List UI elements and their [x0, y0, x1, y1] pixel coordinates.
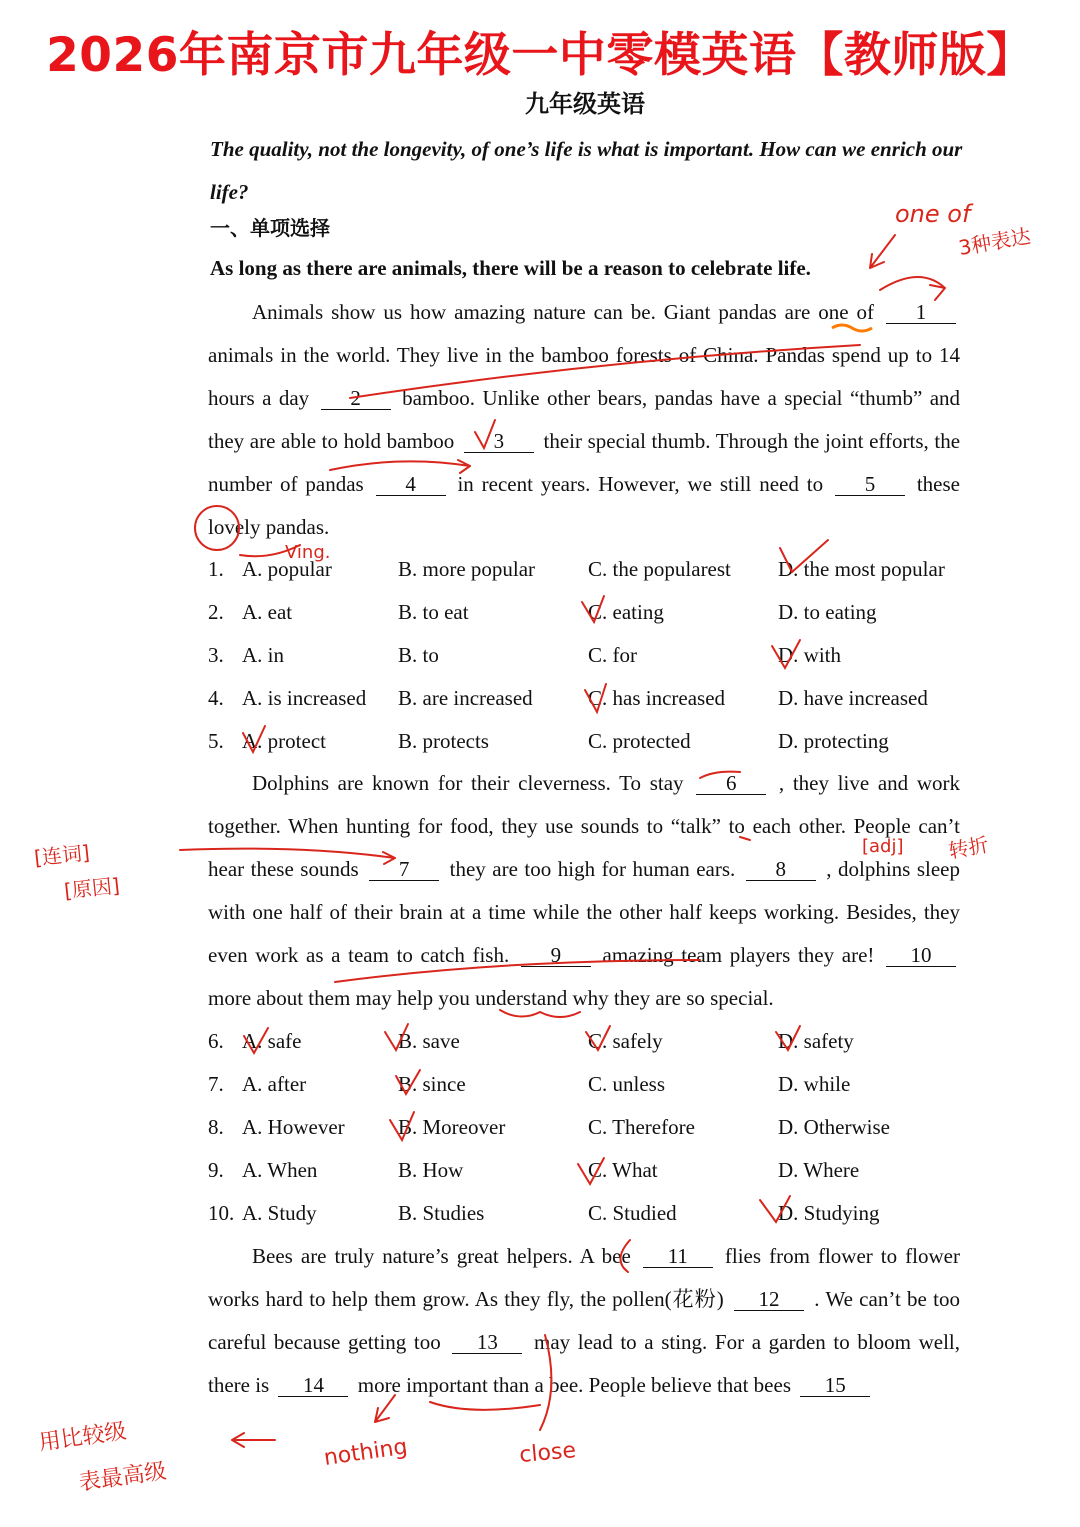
option-a[interactable]: A. is increased — [242, 686, 367, 710]
option-c[interactable]: C. Therefore — [588, 1115, 695, 1139]
option-a[interactable]: A. safe — [242, 1029, 302, 1053]
option-b[interactable]: B. more popular — [398, 557, 536, 581]
option-c[interactable]: C. eating — [588, 600, 664, 624]
blank-9: 9 — [521, 944, 591, 967]
option-d[interactable]: D. protecting — [778, 729, 889, 753]
blank-7: 7 — [369, 858, 439, 881]
option-c[interactable]: C. has increased — [588, 686, 726, 710]
option-c[interactable]: C. protected — [588, 729, 691, 753]
passage-text: , dolphins sleep with one half of their brain at a time while the other half keeps working. Besides, they even work as a team to catch fish. — [208, 857, 960, 967]
question-row — [208, 1020, 968, 1063]
option-b[interactable]: B. since — [398, 1072, 466, 1096]
passage-text: in recent years. However, we still need to — [457, 472, 824, 496]
option-b[interactable]: B. to eat — [398, 600, 469, 624]
note-reason: [原因] — [63, 873, 121, 903]
passage-text: Animals show us how amazing nature can be. Giant pandas are one of — [252, 300, 875, 324]
passage-text: flies from flower to flower works hard to help them grow. As they fly, the pollen(花粉) — [208, 1244, 960, 1311]
passage-text: may lead to a sting. For a garden to bloom well, there is — [208, 1330, 961, 1397]
blank-3: 3 — [464, 430, 534, 453]
note-adj: [adj] — [862, 836, 904, 857]
blank-12: 12 — [734, 1288, 804, 1311]
passage-text: more about them may help you understand why they are so special. — [208, 986, 774, 1010]
note-one-of: one of — [895, 200, 971, 228]
blank-10: 10 — [886, 944, 956, 967]
option-b[interactable]: B. to — [398, 643, 439, 667]
option-a[interactable]: A. popular — [242, 557, 332, 581]
blank-6: 6 — [696, 772, 766, 795]
option-d[interactable]: D. with — [778, 643, 841, 667]
passage-text: , they live and work together. When hunting for food, they use sounds to “talk” to each other. People can’t hear these sounds — [208, 771, 961, 881]
passage-text: they are too high for human ears. — [449, 857, 736, 881]
question-group-2 — [208, 1020, 968, 1235]
blank-8: 8 — [746, 858, 816, 881]
passage-text: amazing team players they are! — [602, 943, 875, 967]
passage-text: Bees are truly nature’s great helpers. A bee — [252, 1244, 631, 1268]
option-b[interactable]: B. protects — [398, 729, 489, 753]
blank-5: 5 — [835, 473, 905, 496]
option-a[interactable]: A. in — [242, 643, 284, 667]
option-a[interactable]: A. However — [242, 1115, 345, 1139]
option-d[interactable]: D. to eating — [778, 600, 877, 624]
blank-14: 14 — [278, 1374, 348, 1397]
passage-text: . We can’t be too careful because getting too — [208, 1287, 960, 1354]
option-d[interactable]: D. the most popular — [778, 557, 945, 581]
blank-4: 4 — [376, 473, 446, 496]
question-number: 3. — [208, 643, 224, 667]
question-row — [208, 1149, 968, 1192]
note-three-ways: 3种表达 — [956, 223, 1033, 260]
passage-text: Dolphins are known for their cleverness. To stay — [252, 771, 684, 795]
question-row — [208, 677, 968, 720]
option-b[interactable]: B. How — [398, 1158, 464, 1182]
question-number: 9. — [208, 1158, 224, 1182]
blank-15: 15 — [800, 1374, 870, 1397]
blank-13: 13 — [452, 1331, 522, 1354]
option-a[interactable]: A. When — [242, 1158, 318, 1182]
option-d[interactable]: D. Studying — [778, 1201, 880, 1225]
question-number: 1. — [208, 557, 224, 581]
note-conjunction: [连词] — [33, 840, 91, 870]
note-contrast: 转折 — [946, 832, 991, 863]
option-c[interactable]: C. What — [588, 1158, 658, 1182]
note-superlative: 表最高级 — [77, 1458, 168, 1496]
option-a[interactable]: A. protect — [242, 729, 326, 753]
question-row — [208, 634, 968, 677]
option-d[interactable]: D. safety — [778, 1029, 854, 1053]
question-row — [208, 1106, 968, 1149]
question-number: 6. — [208, 1029, 224, 1053]
passage-pandas — [208, 291, 960, 549]
question-number: 8. — [208, 1115, 224, 1139]
option-c[interactable]: C. Studied — [588, 1201, 677, 1225]
passage-text: bamboo. Unlike other bears, pandas have a special “thumb” and they are able to hold bamboo — [208, 386, 961, 453]
banner-title: 2026年南京市九年级一中零模英语【教师版】 — [46, 28, 1034, 83]
question-group-1 — [208, 548, 968, 763]
passage-dolphins — [208, 762, 960, 1020]
option-d[interactable]: D. have increased — [778, 686, 928, 710]
option-a[interactable]: A. after — [242, 1072, 307, 1096]
passage-bees — [208, 1235, 960, 1407]
option-c[interactable]: C. for — [588, 643, 637, 667]
option-a[interactable]: A. eat — [242, 600, 293, 624]
arrow-stroke — [870, 235, 895, 268]
passage-text: animals in the world. They live in the bamboo forests of China. Pandas spend up to 14 hours a day — [208, 343, 960, 410]
option-d[interactable]: D. Otherwise — [778, 1115, 890, 1139]
question-number: 5. — [208, 729, 224, 753]
section-title: 一、单项选择 — [210, 216, 330, 240]
note-v-ing: Ving. — [285, 542, 331, 563]
passage-text: their special thumb. Through the joint efforts, the number of pandas — [208, 429, 961, 496]
note-comparative: 用比较级 — [37, 1418, 128, 1456]
passage-text: more important than a bee. People believe that bees — [357, 1373, 791, 1397]
intro-question: The quality, not the longevity, of one’s life is what is important. How can we enrich our life? — [210, 137, 963, 204]
blank-1: 1 — [886, 301, 956, 324]
question-row — [208, 548, 968, 591]
question-row — [208, 591, 968, 634]
option-d[interactable]: D. Where — [778, 1158, 860, 1182]
passage-heading: As long as there are animals, there will be a reason to celebrate life. — [210, 256, 811, 280]
question-row — [208, 1192, 968, 1235]
question-row — [208, 720, 968, 763]
note-close: close — [518, 1438, 577, 1468]
page-subtitle: 九年级英语 — [525, 90, 645, 118]
question-number: 2. — [208, 600, 224, 624]
option-a[interactable]: A. Study — [242, 1201, 317, 1225]
option-b[interactable]: B. Moreover — [398, 1115, 506, 1139]
question-row — [208, 1063, 968, 1106]
blank-11: 11 — [643, 1245, 713, 1268]
question-number: 4. — [208, 686, 224, 710]
passage-text: these lovely pandas. — [208, 472, 960, 539]
blank-2: 2 — [321, 387, 391, 410]
option-b[interactable]: B. save — [398, 1029, 460, 1053]
arrow-left — [232, 1433, 275, 1447]
option-b[interactable]: B. are increased — [398, 686, 533, 710]
option-b[interactable]: B. Studies — [398, 1201, 485, 1225]
option-c[interactable]: C. the popularest — [588, 557, 731, 581]
option-c[interactable]: C. safely — [588, 1029, 663, 1053]
option-c[interactable]: C. unless — [588, 1072, 666, 1096]
question-number: 7. — [208, 1072, 224, 1096]
question-number: 10. — [208, 1201, 235, 1225]
option-d[interactable]: D. while — [778, 1072, 851, 1096]
note-nothing: nothing — [322, 1434, 410, 1471]
